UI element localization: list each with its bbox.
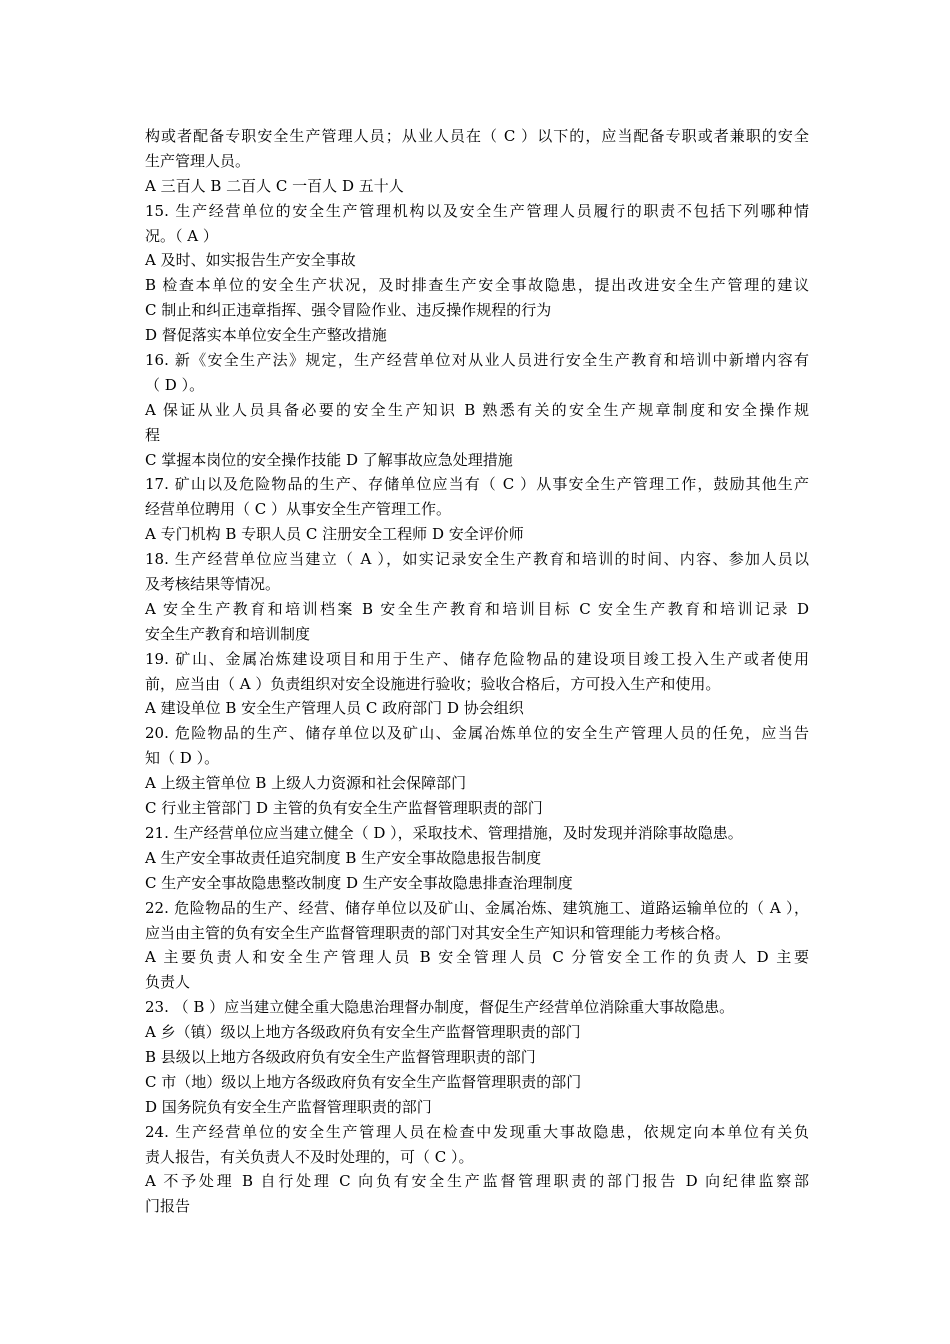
option-line: A 建设单位 B 安全生产管理人员 C 政府部门 D 协会组织 xyxy=(145,699,524,718)
question-21: 21. 生产经营单位应当建立健全（ D ），采取技术、管理措施，及时发现并消除事故隐患。 xyxy=(145,823,743,842)
option-line: C 生产安全事故隐患整改制度 D 生产安全事故隐患排查治理制度 xyxy=(145,873,573,892)
text-line: 生产管理人员。 xyxy=(145,151,251,170)
text-line: （ D ）。 xyxy=(145,375,205,394)
question-18: 18. 生产经营单位应当建立（ A ），如实记录安全生产教育和培训的时间、内容、参加人员以 xyxy=(145,550,809,569)
question-19: 19. 矿山、金属冶炼建设项目和用于生产、储存危险物品的建设项目竣工投入生产或者使用 xyxy=(145,649,809,668)
text-line: 知（ D ）。 xyxy=(145,749,220,768)
text-line: 安全生产教育和培训制度 xyxy=(145,624,311,643)
option-line: A 保证从业人员具备必要的安全生产知识 B 熟悉有关的安全生产规章制度和安全操作规 xyxy=(145,400,809,419)
option-line: D 督促落实本单位安全生产整改措施 xyxy=(145,326,387,345)
option-line: A 主要负责人和安全生产管理人员 B 安全管理人员 C 分管安全工作的负责人 D 主要 xyxy=(145,948,809,967)
option-line: A 上级主管单位 B 上级人力资源和社会保障部门 xyxy=(145,774,467,793)
text-line: 门报告 xyxy=(145,1197,191,1216)
option-line: C 市（地）级以上地方各级政府负有安全生产监督管理职责的部门 xyxy=(145,1072,582,1091)
question-15: 15. 生产经营单位的安全生产管理机构以及安全生产管理人员履行的职责不包括下列哪种情 xyxy=(145,201,809,220)
option-line: C 掌握本岗位的安全操作技能 D 了解事故应急处理措施 xyxy=(145,450,513,469)
option-line: A 生产安全事故责任追究制度 B 生产安全事故隐患报告制度 xyxy=(145,848,542,867)
option-line: C 行业主管部门 D 主管的负有安全生产监督管理职责的部门 xyxy=(145,799,543,818)
text-line: 构或者配备专职安全生产管理人员；从业人员在（ C ）以下的，应当配备专职或者兼职的安全 xyxy=(145,127,809,145)
option-line: A 及时、如实报告生产安全事故 xyxy=(145,251,356,270)
text-line: 负责人 xyxy=(145,973,191,992)
document-page xyxy=(145,124,809,1219)
option-line: D 国务院负有安全生产监督管理职责的部门 xyxy=(145,1097,432,1116)
question-23: 23. （ B ）应当建立健全重大隐患治理督办制度，督促生产经营单位消除重大事故隐患。 xyxy=(145,998,735,1017)
option-line: A 不予处理 B 自行处理 C 向负有安全生产监督管理职责的部门报告 D 向纪律监察部 xyxy=(145,1172,809,1191)
text-line: 前，应当由（ A ）负责组织对安全设施进行验收；验收合格后，方可投入生产和使用。 xyxy=(145,674,721,693)
text-line: 经营单位聘用（ C ）从事安全生产管理工作。 xyxy=(145,500,452,519)
option-line: A 专门机构 B 专职人员 C 注册安全工程师 D 安全评价师 xyxy=(145,525,524,544)
text-line: 况。（ A ） xyxy=(145,226,218,245)
question-17: 17. 矿山以及危险物品的生产、存储单位应当有（ C ）从事安全生产管理工作，鼓励其他生产 xyxy=(145,475,809,494)
text-line: 应当由主管的负有安全生产监督管理职责的部门对其安全生产知识和管理能力考核合格。 xyxy=(145,923,731,942)
text-line: 责人报告，有关负责人不及时处理的，可（ C ）。 xyxy=(145,1147,474,1166)
text-line: 程 xyxy=(145,425,161,444)
text-line: A 三百人 B 二百人 C 一百人 D 五十人 xyxy=(145,176,404,195)
option-line: B 县级以上地方各级政府负有安全生产监督管理职责的部门 xyxy=(145,1047,536,1066)
question-24: 24. 生产经营单位的安全生产管理人员在检查中发现重大事故隐患，依规定向本单位有关负 xyxy=(145,1122,809,1141)
question-16: 16. 新《安全生产法》规定，生产经营单位对从业人员进行安全生产教育和培训中新增内容有 xyxy=(145,351,809,370)
question-20: 20. 危险物品的生产、储存单位以及矿山、金属冶炼单位的安全生产管理人员的任免，应当告 xyxy=(145,724,809,743)
option-line: A 乡（镇）级以上地方各级政府负有安全生产监督管理职责的部门 xyxy=(145,1023,581,1042)
question-22: 22. 危险物品的生产、经营、储存单位以及矿山、金属冶炼、建筑施工、道路运输单位的（ A ）， xyxy=(145,898,809,917)
text-line: 及考核结果等情况。 xyxy=(145,575,281,594)
option-line: B 检查本单位的安全生产状况，及时排查生产安全事故隐患，提出改进安全生产管理的建议 xyxy=(145,276,809,295)
option-line: A 安全生产教育和培训档案 B 安全生产教育和培训目标 C 安全生产教育和培训记录 D xyxy=(145,599,809,618)
option-line: C 制止和纠正违章指挥、强令冒险作业、违反操作规程的行为 xyxy=(145,301,552,320)
